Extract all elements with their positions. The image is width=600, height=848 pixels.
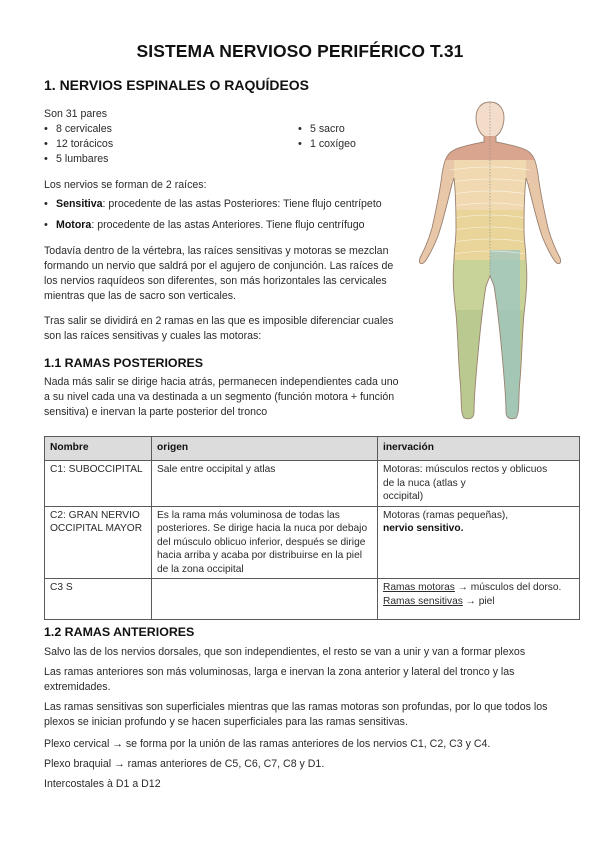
cell-line — [383, 581, 574, 595]
paragraph: Todavía dentro de la vértebra, las raíces sensitivas y motoras se mezclan formando un nervio que saldrá por el agujero de conjunción. Las raíces de los nervios raquídeos son diferentes, son más horizontales las cervicales mientras que las de sacro son verticales. — [44, 245, 394, 302]
cell-line: de la nuca (atlas y — [383, 477, 466, 489]
cell-line: nervio sensitivo. — [383, 523, 464, 534]
cell-line: Motoras (ramas pequeñas), — [383, 509, 509, 521]
paragraph: Las ramas anteriores son más voluminosas, larga e inervan la zona anterior y lateral del tronco y las extremidades. — [44, 666, 515, 693]
cell-text: → piel — [462, 595, 495, 607]
root-text: : procedente de las astas Anteriores. Tiene flujo centrífugo — [91, 219, 365, 231]
list-item: • 1 coxígeo — [298, 137, 408, 152]
underlined-term: Ramas sensitivas — [383, 595, 463, 607]
cell-line: occipital) — [383, 491, 424, 502]
root-term: Sensitiva — [56, 198, 103, 210]
table-cell — [152, 579, 378, 620]
table-cell — [378, 506, 580, 579]
section1-heading: 1. NERVIOS ESPINALES O RAQUÍDEOS — [44, 77, 310, 93]
table-cell — [378, 461, 580, 507]
underlined-term: Ramas motoras — [383, 582, 455, 593]
root-term: Motora — [56, 219, 92, 231]
paragraph: Tras salir se dividirá en 2 ramas en las que es imposible diferenciar cuales son las raíces sensitivas y cuales las motoras: — [44, 315, 394, 342]
table-header-row — [45, 437, 580, 461]
list-item — [44, 218, 409, 233]
dermatome-body-icon — [410, 100, 570, 425]
table-cell: C3 S — [45, 579, 152, 620]
table-cell: C2: GRAN NERVIO OCCIPITAL MAYOR — [45, 506, 152, 579]
roots-list — [44, 197, 409, 233]
table-cell: C1: SUBOCCIPITAL — [45, 461, 152, 507]
section12-heading: 1.2 RAMAS ANTERIORES — [44, 625, 195, 639]
table-cell: Sale entre occipital y atlas — [152, 461, 378, 507]
table-row — [45, 506, 580, 579]
pairs-list-left — [44, 122, 244, 167]
section11-heading: 1.1 RAMAS POSTERIORES — [44, 356, 204, 370]
cell-text: → músculos del dorso. — [454, 582, 562, 593]
paragraph: Plexo braquial → ramas anteriores de C5, C6, C7, C8 y D1. — [44, 758, 325, 770]
column-header: Nombre — [45, 437, 152, 461]
list-item: • 5 sacro — [298, 122, 408, 137]
list-item: • 8 cervicales — [44, 122, 244, 137]
column-header: origen — [152, 437, 378, 461]
paragraph: Salvo las de los nervios dorsales, que son independientes, el resto se van a unir y van a formar plexos — [44, 646, 526, 658]
table-row — [45, 461, 580, 507]
pairs-list-right — [298, 122, 408, 152]
list-item: • 5 lumbares — [44, 152, 244, 167]
column-header: inervación — [378, 437, 580, 461]
roots-intro: Los nervios se forman de 2 raíces: — [44, 179, 207, 191]
paragraph: Nada más salir se dirige hacia atrás, permanecen independientes cada uno a su nivel cada una va destinada a un segmento (función motora + función sensitiva) e inervan la parte posterior del tronco — [44, 376, 399, 418]
table-cell: Es la rama más voluminosa de todas las posteriores. Se dirige hacia la nuca por debajo del músculo oblicuo inferior, después se dirige hacia arriba y acaba por distribuirse en la piel de la zona occipital — [152, 506, 378, 579]
pairs-intro: Son 31 pares — [44, 108, 108, 120]
cell-line — [383, 595, 574, 609]
paragraph: Intercostales à D1 a D12 — [44, 778, 161, 790]
table-row — [45, 579, 580, 620]
list-item: • 12 torácicos — [44, 137, 244, 152]
posterior-branches-table — [44, 436, 580, 620]
page-title: SISTEMA NERVIOSO PERIFÉRICO T.31 — [136, 41, 464, 61]
paragraph: Las ramas sensitivas son superficiales mientras que las ramas motoras son profundas, por lo que todos los plexos se inician profundo y se hacen superficiales para las ramas sensitivas. — [44, 701, 548, 728]
paragraph: Plexo cervical → se forma por la unión de las ramas anteriores de los nervios C1, C2, C3 y C4. — [44, 738, 491, 750]
root-text: : procedente de las astas Posteriores: Tiene flujo centrípeto — [102, 198, 382, 210]
cell-line: Motoras: músculos rectos y oblicuos — [383, 464, 548, 475]
list-item — [44, 197, 409, 218]
table-cell — [378, 579, 580, 620]
